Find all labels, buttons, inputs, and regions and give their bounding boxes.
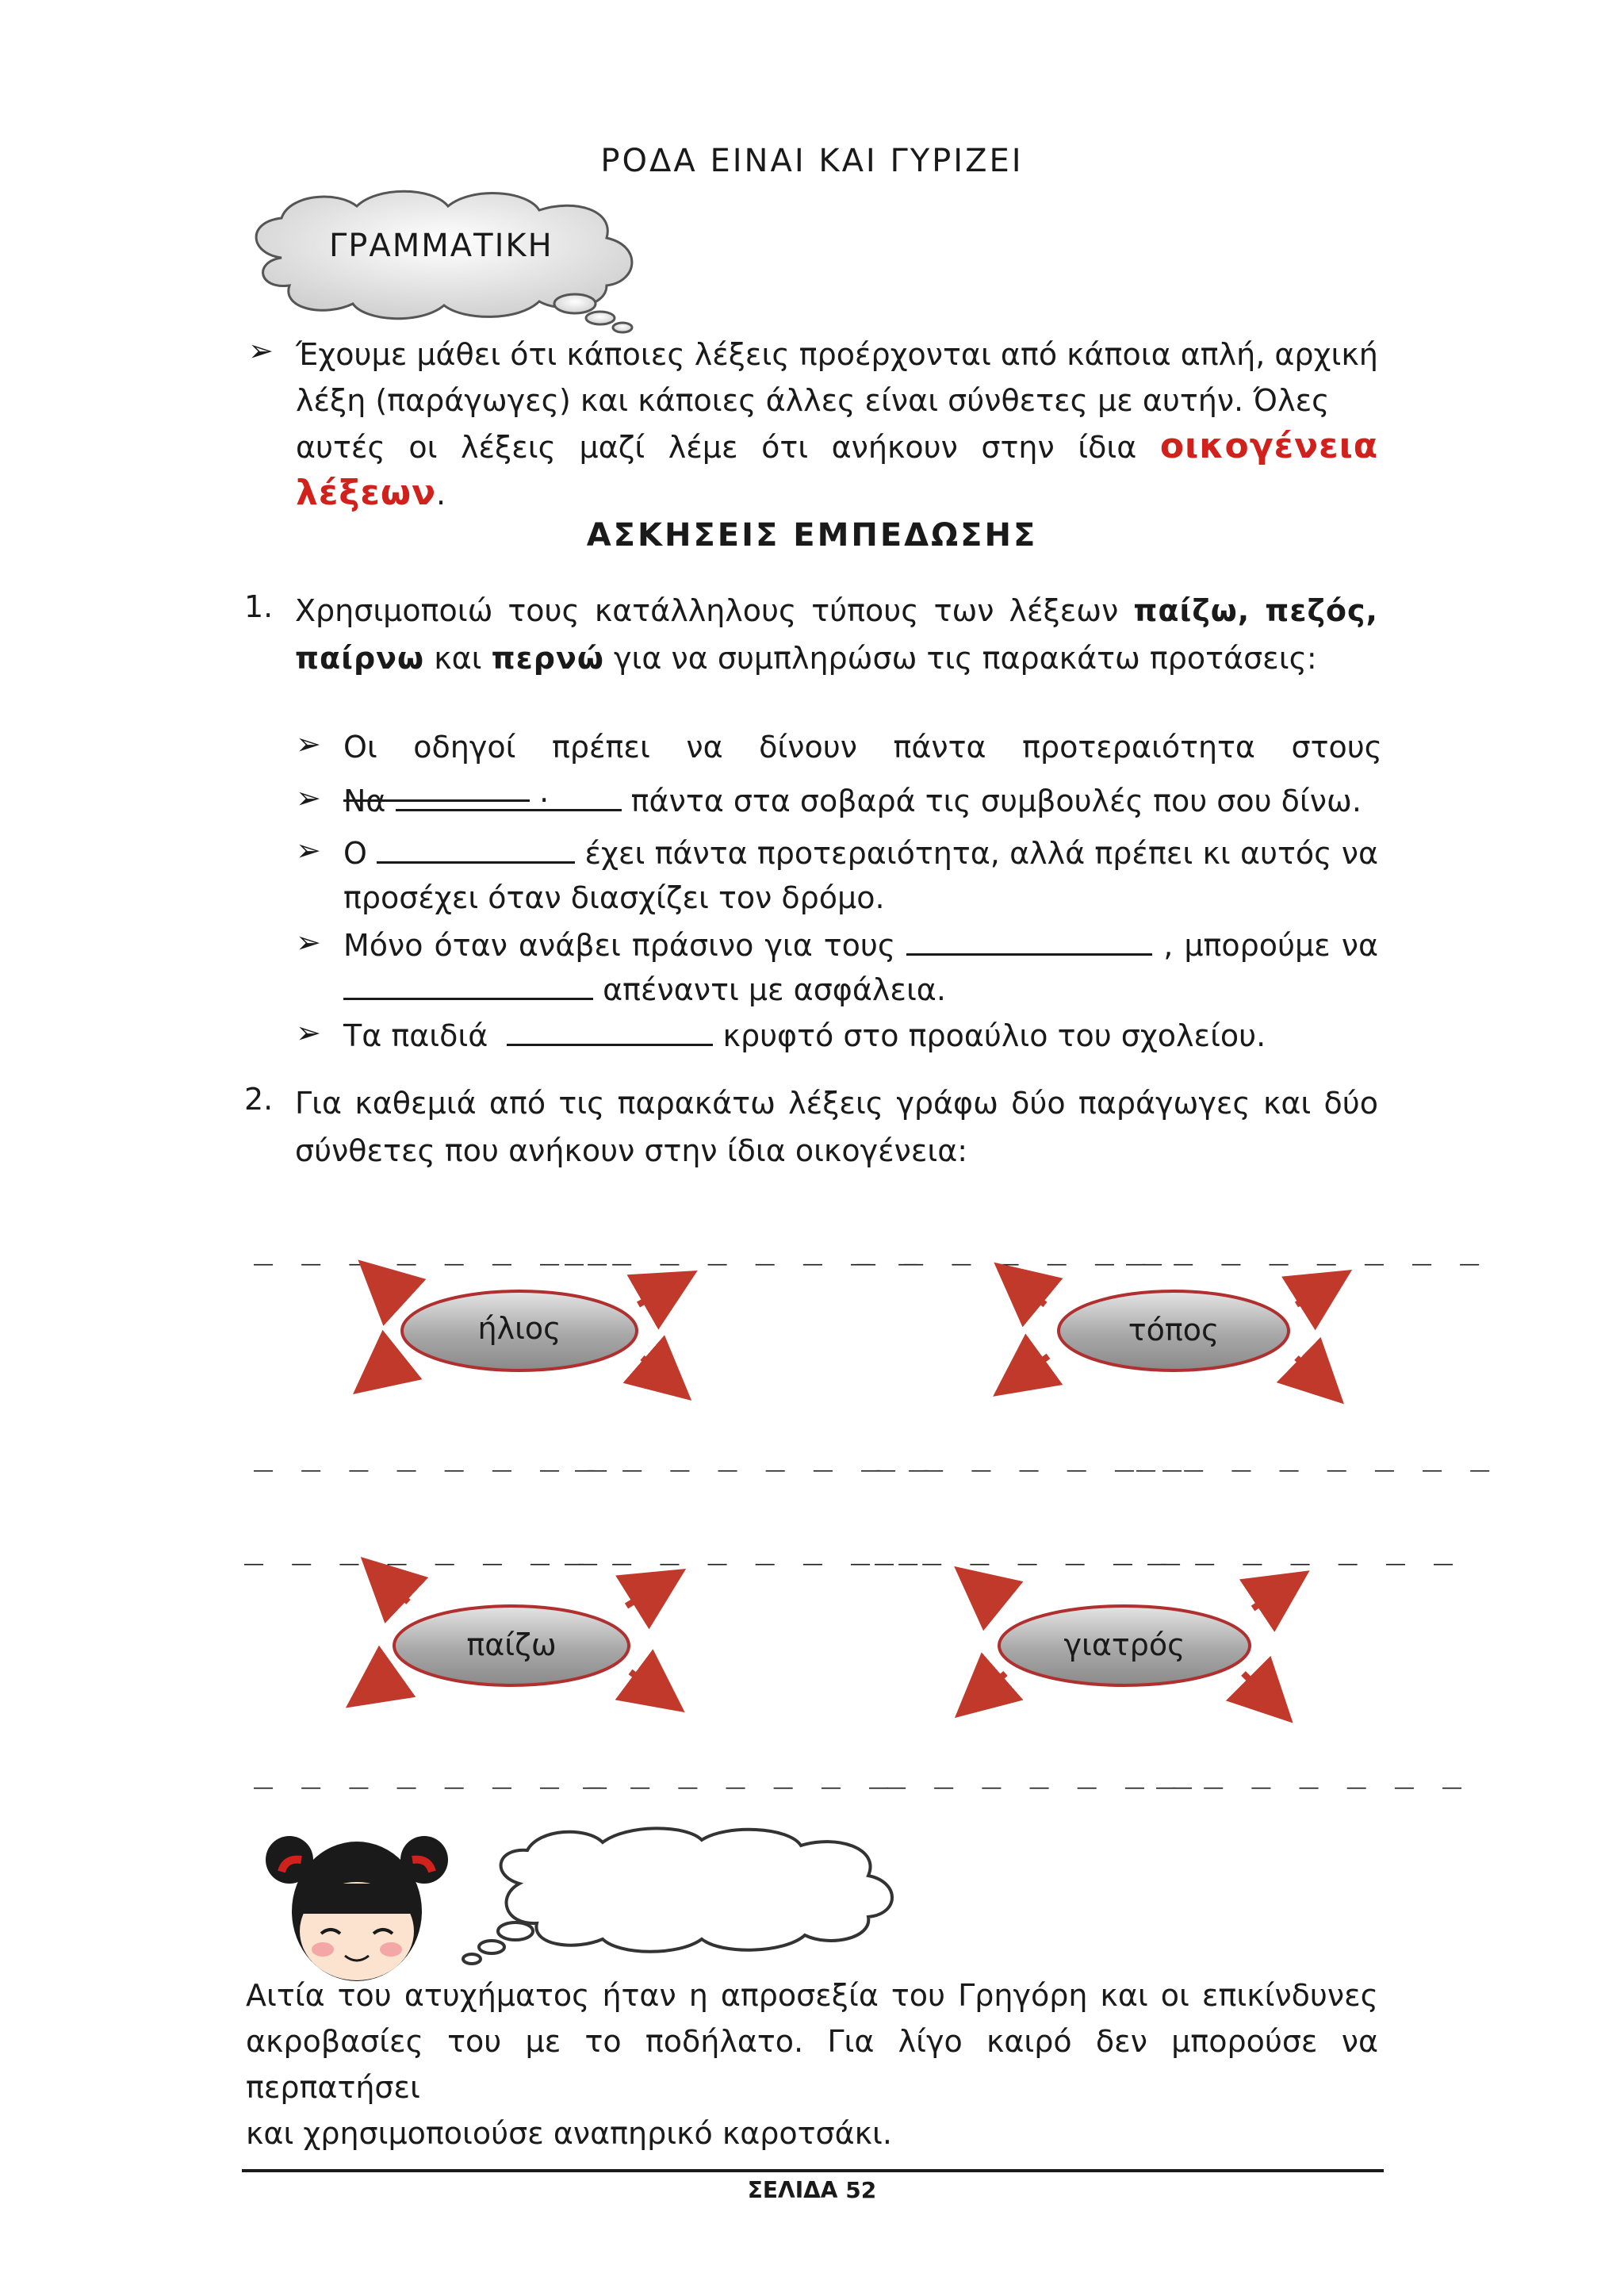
page-title: ΡΟΔΑ ΕΙΝΑΙ ΚΑΙ ΓΥΡΙΖΕΙ	[600, 143, 1024, 179]
arrow-icon	[379, 1574, 408, 1602]
arrow-icon	[1013, 1356, 1048, 1382]
answer-dashes[interactable]: _ _ _ _ _ _ _ _	[1126, 1229, 1484, 1266]
arrow-icon	[1253, 1585, 1289, 1608]
arrow-icon	[974, 1582, 1003, 1606]
answer-dashes[interactable]: _ _ _ _ _ _ _ _	[244, 1529, 603, 1566]
exercise1-line: παίρνω και περνώ για να συμπληρώσω τις παρακάτω προτάσεις:	[295, 641, 1317, 676]
bullet-arrow-icon: ➢	[296, 925, 321, 960]
arrow-icon	[377, 1277, 404, 1302]
arrow-icon	[638, 1283, 676, 1305]
sentence-1: Οι οδηγοί πρέπει να δίνουν πάντα προτεραιότητα στους .	[343, 730, 1382, 809]
arrow-icon	[630, 1672, 665, 1697]
word-topos: τόπος	[1128, 1313, 1220, 1347]
bullet-arrow-icon: ➢	[296, 1015, 321, 1050]
exercise2-instructions: Για καθεμιά από τις παρακάτω λέξεις γράφω δύο παράγωγες και δύο σύνθετες που ανήκουν στην ίδια οικογένεια:	[295, 1086, 1378, 1168]
arrow-icon	[1243, 1673, 1275, 1705]
fill-blank[interactable]	[343, 972, 593, 1000]
arrow-icon	[1297, 1283, 1331, 1305]
exercise1-line: Χρησιμοποιώ τους κατάλληλους τύπους των λέξεων παίζω, πεζός,	[295, 593, 1378, 628]
answer-dashes[interactable]: _ _ _ _ _ _ _	[856, 1229, 1167, 1266]
answer-dashes[interactable]: _ _ _ _ _ _ _	[1147, 1529, 1458, 1566]
thought-bubble-icon	[448, 1820, 940, 1967]
arrow-icon	[626, 1582, 665, 1606]
page-number: ΣΕΛΙΔΑ 52	[747, 2177, 877, 2203]
bullet-arrow-icon: ➢	[248, 333, 274, 368]
intro-paragraph	[296, 332, 1378, 517]
fill-blank[interactable]	[906, 928, 1152, 956]
fill-blank[interactable]	[396, 784, 622, 811]
word-family-diagrams	[0, 1237, 1624, 1745]
grammar-label: ΓΡΑΜΜΑΤΙΚΗ	[329, 228, 553, 264]
bullet-arrow-icon: ➢	[296, 780, 321, 815]
exercise-number: 1.	[244, 589, 274, 624]
answer-dashes[interactable]: _ _ _ _ _ _ _	[876, 1435, 1187, 1472]
answer-dashes[interactable]: _ _ _ _ _ _ _ _	[254, 1753, 612, 1789]
grammar-cloud	[234, 178, 678, 337]
exercise-number: 2.	[244, 1082, 274, 1117]
girl-face-icon	[266, 1824, 448, 1983]
arrow-icon	[373, 1356, 400, 1378]
exercise1-instructions	[295, 587, 1378, 682]
answer-dashes[interactable]: _ _ _ _ _ _ _	[887, 1753, 1197, 1789]
answer-dashes[interactable]: _ _ _ _ _ _ _	[583, 1753, 894, 1789]
answer-dashes[interactable]: _ _ _ _ _ _ _	[1156, 1753, 1467, 1789]
answer-dashes[interactable]: _ _ _ _ _ _ _ _	[254, 1229, 612, 1266]
answer-dashes[interactable]: _ _ _ _ _ _ _	[875, 1529, 1185, 1566]
arrow-icon	[1013, 1278, 1045, 1305]
arrow-icon	[642, 1358, 672, 1384]
fill-blank[interactable]	[507, 1018, 713, 1046]
arrow-icon	[974, 1673, 1005, 1701]
answer-dashes[interactable]: _ _ _ _ _ _ _ _	[565, 1229, 923, 1266]
intro-line: αυτές οι λέξεις μαζί λέμε ότι ανήκουν στην ίδια οικογένεια λέξεων.	[296, 426, 1378, 513]
answer-dashes[interactable]: _ _ _ _ _ _ _ _	[575, 1435, 933, 1472]
sentence-2: Να πάντα στα σοβαρά τις συμβουλές που σου δίνω.	[343, 784, 1362, 818]
sentence-4: Μόνο όταν ανάβει πράσινο για τους , μπορούμε να απέναντι με ασφάλεια.	[343, 928, 1378, 1007]
fill-blank[interactable]	[377, 836, 575, 864]
section-title: ΑΣΚΗΣΕΙΣ ΕΜΠΕΔΩΣΗΣ	[586, 517, 1038, 554]
answer-dashes[interactable]: _ _ _ _ _ _ _ _	[565, 1529, 923, 1566]
sentence-3: Ο έχει πάντα προτεραιότητα, αλλά πρέπει κι αυτός να προσέχει όταν διασχίζει τον δρόμο.	[343, 836, 1378, 915]
bullet-arrow-icon: ➢	[296, 726, 321, 761]
story-paragraph: Αιτία του ατυχήματος ήταν η απροσεξία του Γρηγόρη και οι επικίνδυνες ακροβασίες του με το ποδήλατο. Για λίγο καιρό δεν μπορούσε να περπατήσει και χρησιμοποιούσε αναπηρικό καροτσάκι.	[246, 1978, 1378, 2151]
arrow-icon	[1297, 1358, 1326, 1386]
word-helios: ήλιος	[477, 1311, 561, 1346]
footer-divider	[242, 2169, 1384, 2172]
sentence-5: Τα παιδιά κρυφτό στο προαύλιο του σχολείου.	[343, 1018, 1266, 1053]
answer-dashes[interactable]: _ _ _ _ _ _ _ _	[254, 1435, 612, 1472]
answer-dashes[interactable]: _ _ _ _ _ _ _ _	[1136, 1435, 1495, 1472]
highlight-term: οικογένεια λέξεων	[296, 426, 1378, 513]
intro-line: λέξη (παράγωγες) και κάποιες άλλες είναι σύνθετες με αυτήν. Όλες	[296, 383, 1330, 418]
word-giatros: γιατρός	[1063, 1627, 1185, 1662]
arrow-icon	[366, 1672, 396, 1693]
bullet-arrow-icon: ➢	[296, 833, 321, 868]
word-paizo: παίζω	[466, 1627, 557, 1662]
intro-line: Έχουμε μάθει ότι κάποιες λέξεις προέρχονται από κάποια απλή, αρχική	[296, 337, 1378, 372]
